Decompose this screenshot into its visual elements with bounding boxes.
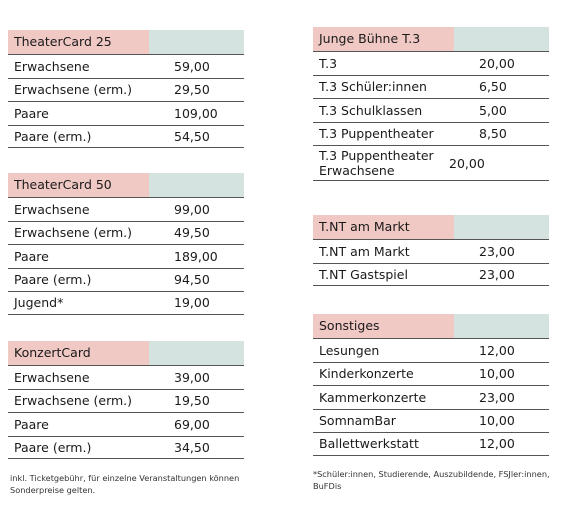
row-price: 5,00 <box>479 102 507 118</box>
row-price: 23,00 <box>479 266 515 282</box>
row-price: 19,00 <box>174 295 210 311</box>
footnote-right: *Schüler:innen, Studierende, Auszubildende, FSJler:innen, BuFDis <box>313 469 550 491</box>
table-row <box>8 291 244 315</box>
row-label: Kinderkonzerte <box>319 366 414 382</box>
row-price: 10,00 <box>479 366 515 382</box>
row-price: 54,50 <box>174 128 210 144</box>
table-row <box>313 263 549 287</box>
row-label: Jugend* <box>14 295 64 311</box>
row-price: 23,00 <box>479 389 515 405</box>
table-header <box>313 27 549 51</box>
table-header <box>8 341 244 365</box>
header-fill <box>149 341 244 365</box>
row-price: 20,00 <box>449 155 485 171</box>
table-row <box>8 78 244 102</box>
table-title: TheaterCard 50 <box>8 173 149 197</box>
table-title: KonzertCard <box>8 341 149 365</box>
row-label: Erwachsene <box>14 58 90 74</box>
row-price: 23,00 <box>479 243 515 259</box>
header-fill <box>454 27 549 51</box>
row-label: Kammerkonzerte <box>319 389 427 405</box>
table-row <box>8 197 244 221</box>
table-row <box>8 365 244 389</box>
row-label: Erwachsene <box>14 369 90 385</box>
table-row <box>8 389 244 413</box>
table-row <box>313 98 549 122</box>
row-label: Erwachsene (erm.) <box>14 393 133 409</box>
row-price: 8,50 <box>479 126 507 142</box>
row-label: Paare (erm.) <box>14 128 92 144</box>
price-table-junge-buehne <box>313 27 549 181</box>
table-title: T.NT am Markt <box>313 215 454 239</box>
footnote-left: inkl. Ticketgebühr, für einzelne Veranstaltungen können Sonderpreise gelten. <box>10 473 240 495</box>
row-label: Ballettwerkstatt <box>319 436 419 452</box>
table-row <box>8 244 244 268</box>
row-label: Paare (erm.) <box>14 272 92 288</box>
row-price: 69,00 <box>174 416 210 432</box>
row-price: 59,00 <box>174 58 210 74</box>
row-price: 99,00 <box>174 201 210 217</box>
table-row <box>313 432 549 456</box>
row-price: 6,50 <box>479 79 507 95</box>
header-fill <box>149 173 244 197</box>
table-row <box>313 409 549 433</box>
row-label: T.NT Gastspiel <box>319 266 408 282</box>
table-row <box>8 101 244 125</box>
row-label: Erwachsene (erm.) <box>14 225 133 241</box>
row-label: T.NT am Markt <box>319 243 410 259</box>
row-price: 39,00 <box>174 369 210 385</box>
row-price: 189,00 <box>174 248 218 264</box>
row-label: Paare <box>14 248 49 264</box>
price-table-tnt-am-markt <box>313 215 549 286</box>
row-price: 10,00 <box>479 413 515 429</box>
table-title: Sonstiges <box>313 314 454 338</box>
table-header <box>313 215 549 239</box>
table-header <box>8 30 244 54</box>
table-row <box>8 54 244 78</box>
table-row <box>313 145 549 181</box>
table-row <box>8 268 244 292</box>
row-price: 19,50 <box>174 393 210 409</box>
table-row <box>313 122 549 146</box>
price-table-sonstiges <box>313 314 549 456</box>
row-label: SomnamBar <box>319 413 396 429</box>
price-table-theatercard-25 <box>8 30 244 148</box>
row-price: 20,00 <box>479 55 515 71</box>
table-title: Junge Bühne T.3 <box>313 27 454 51</box>
table-title: TheaterCard 25 <box>8 30 149 54</box>
table-row <box>313 385 549 409</box>
row-label: T.3 <box>319 55 338 71</box>
row-price: 94,50 <box>174 272 210 288</box>
row-price: 29,50 <box>174 82 210 98</box>
row-label: T.3 Puppentheater <box>319 126 434 142</box>
row-label: Paare (erm.) <box>14 439 92 455</box>
row-price: 12,00 <box>479 436 515 452</box>
table-row <box>313 51 549 75</box>
table-row <box>8 221 244 245</box>
table-row <box>313 239 549 263</box>
row-price: 49,50 <box>174 225 210 241</box>
row-label: T.3 Schüler:innen <box>319 79 427 95</box>
table-header <box>313 314 549 338</box>
table-row <box>8 412 244 436</box>
table-row <box>313 362 549 386</box>
row-label: T.3 Schulklassen <box>319 102 423 118</box>
row-price: 109,00 <box>174 105 218 121</box>
header-fill <box>454 314 549 338</box>
table-row <box>8 125 244 149</box>
row-label: Erwachsene <box>14 201 90 217</box>
row-label: T.3 Puppentheater Erwachsene <box>319 148 434 178</box>
header-fill <box>454 215 549 239</box>
row-price: 34,50 <box>174 439 210 455</box>
table-row <box>313 75 549 99</box>
row-label: Lesungen <box>319 342 380 358</box>
row-label: Paare <box>14 416 49 432</box>
row-label: Paare <box>14 105 49 121</box>
header-fill <box>149 30 244 54</box>
price-table-konzertcard <box>8 341 244 459</box>
table-header <box>8 173 244 197</box>
table-row <box>8 436 244 460</box>
row-label: Erwachsene (erm.) <box>14 82 133 98</box>
row-price: 12,00 <box>479 342 515 358</box>
price-table-theatercard-50 <box>8 173 244 315</box>
table-row <box>313 338 549 362</box>
